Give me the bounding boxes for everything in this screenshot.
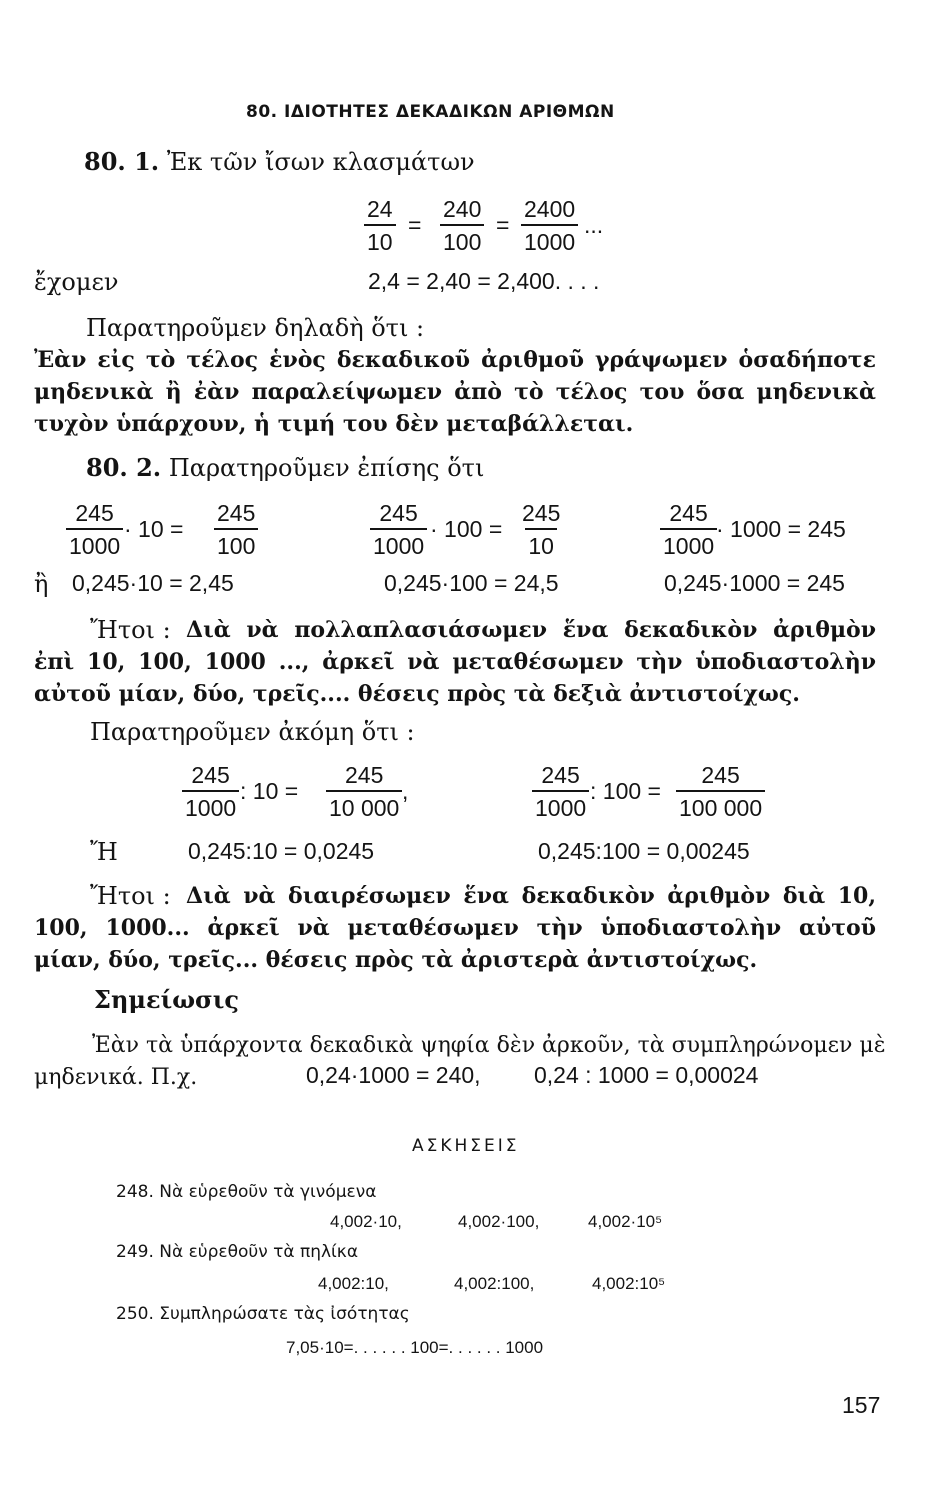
- etoi-label: Ἤτοι :: [90, 616, 171, 644]
- denominator: 1000: [521, 224, 578, 255]
- numerator: 245: [75, 500, 114, 526]
- fraction: [519, 500, 563, 559]
- denominator: 1000: [532, 790, 589, 821]
- exercise-expression: 4,002:10⁵: [592, 1274, 666, 1293]
- fraction: [660, 500, 717, 559]
- operator: · 10 =: [124, 516, 184, 542]
- fraction: [364, 196, 396, 255]
- section-title: 80. ΙΔΙΟΤΗΤΕΣ ΔΕΚΑΔΙΚΩΝ ΑΡΙΘΜΩΝ: [246, 102, 615, 122]
- fraction: [440, 196, 484, 255]
- denominator: 100: [214, 528, 258, 559]
- denominator: 1000: [370, 528, 427, 559]
- subsection-number: 80. 1.: [84, 147, 160, 176]
- denominator: 10 000: [326, 790, 402, 821]
- or-label: ἢ: [34, 570, 49, 598]
- denominator: 1000: [182, 790, 239, 821]
- exercise-number: 250.: [116, 1304, 154, 1324]
- decimal-product: 0,245·1000 = 245: [664, 570, 845, 596]
- decimal-quotient: 0,245:100 = 0,00245: [538, 838, 750, 864]
- denominator: 100 000: [676, 790, 765, 821]
- denominator: 100: [440, 224, 484, 255]
- numerator: 2400: [524, 196, 576, 222]
- numerator: 24: [367, 196, 393, 222]
- exercise-expression: 4,002·10,: [330, 1212, 402, 1231]
- decimal-product: 0,245·100 = 24,5: [384, 570, 559, 596]
- operator: : 10 =: [240, 778, 299, 804]
- note-text-line2: μηδενικά. Π.χ.: [34, 1065, 198, 1090]
- exercise-text: Νὰ εὑρεθοῦν τὰ πηλίκα: [159, 1242, 359, 1262]
- ellipsis: ...: [584, 212, 604, 238]
- fraction: [532, 762, 589, 821]
- equals-sign: =: [408, 212, 422, 238]
- exercise-249: [116, 1242, 358, 1262]
- subsection-number: 80. 2.: [86, 453, 162, 482]
- rule-zeros: Ἐὰν εἰς τὸ τέλος ἑνὸς δεκαδικοῦ ἀριθμοῦ γράψωμεν ὁσαδήποτε μηδενικὰ ἢ ἐὰν παραλείψωμεν ἀπὸ τὸ τέλος του ὅσα μηδενικὰ τυχὸν ὑπάρχουν, ἡ τιμή του δὲν μεταβάλλεται.: [34, 347, 876, 437]
- subsection-intro: Ἐκ τῶν ἴσων κλασμάτων: [166, 148, 475, 176]
- comma: ,: [402, 778, 409, 804]
- exercise-expression: 4,002·10⁵: [588, 1212, 663, 1231]
- numerator: 245: [541, 762, 580, 788]
- page-number: 157: [842, 1392, 881, 1418]
- numerator: 245: [344, 762, 384, 788]
- fraction: [214, 500, 258, 559]
- decimal-product: 0,245·10 = 2,45: [72, 570, 234, 596]
- subsection-80-1-line: [84, 146, 475, 178]
- note-example-1: 0,24·1000 = 240,: [306, 1062, 481, 1088]
- exercise-text: Συμπληρώσατε τὰς ἰσότητας: [159, 1304, 410, 1324]
- etoi-label: Ἤτοι :: [90, 882, 171, 910]
- eta-label: Ἤ: [90, 838, 118, 866]
- fraction: [370, 500, 427, 559]
- operator: : 100 =: [590, 778, 661, 804]
- decimal-equalities: 2,4 = 2,40 = 2,400. . . .: [368, 268, 600, 294]
- exercise-250: [116, 1304, 410, 1324]
- rule-multiply: Διὰ νὰ πολλαπλασιάσωμεν ἕνα δεκαδικὸν ἀριθμὸν ἐπὶ 10, 100, 1000 ..., ἀρκεῖ νὰ μεταθέσωμεν τὴν ὑποδιαστολὴν αὐτοῦ μίαν, δύο, τρεῖς.... θέσεις πρὸς τὰ δεξιὰ ἀντιστοίχως.: [34, 617, 876, 707]
- decimal-quotient: 0,245:10 = 0,0245: [188, 838, 375, 864]
- exercise-number: 248.: [116, 1182, 154, 1202]
- subsection-intro: Παρατηροῦμεν ἐπίσης ὅτι: [168, 454, 485, 482]
- fraction: [182, 762, 239, 821]
- subsection-80-2-line: [86, 452, 484, 484]
- numerator: 240: [443, 196, 482, 222]
- note-text-line1: Ἐὰν τὰ ὑπάρχοντα δεκαδικὰ ψηφία δὲν ἀρκοῦν, τὰ συμπληρώνομεν μὲ: [92, 1033, 886, 1058]
- exercises-heading: ΑΣΚΗΣΕΙΣ: [412, 1136, 520, 1156]
- denominator: 1000: [66, 528, 123, 559]
- numerator: 245: [701, 762, 740, 788]
- observe-text: Παρατηροῦμεν δηλαδὴ ὅτι :: [86, 314, 425, 342]
- numerator: 245: [191, 762, 230, 788]
- exercise-expression: 4,002·100,: [458, 1212, 540, 1231]
- note-heading: Σημείωσις: [94, 985, 239, 1014]
- rule-divide: Διὰ νὰ διαιρέσωμεν ἕνα δεκαδικὸν ἀριθμὸν διὰ 10, 100, 1000... ἀρκεῖ νὰ μεταθέσωμεν τὴν ὑποδιαστολὴν αὐτοῦ μίαν, δύο, τρεῖς... θέσεις πρὸς τὰ ἀριστερὰ ἀντιστοίχως.: [34, 883, 876, 973]
- denominator: 10: [525, 528, 557, 559]
- denominator: 1000: [660, 528, 717, 559]
- exercise-number: 249.: [116, 1242, 154, 1262]
- numerator: 245: [217, 500, 256, 526]
- numerator: 245: [669, 500, 708, 526]
- equals-sign: =: [496, 212, 510, 238]
- exercise-expression: 7,05·10=. . . . . . 100=. . . . . . 1000: [286, 1338, 544, 1357]
- numerator: 245: [522, 500, 561, 526]
- operator: · 100 =: [430, 516, 503, 542]
- fraction: [66, 500, 123, 559]
- label-echomen: ἔχομεν: [34, 268, 119, 296]
- fraction: [521, 196, 578, 255]
- note-example-2: 0,24 : 1000 = 0,00024: [534, 1062, 759, 1088]
- exercise-expression: 4,002:10,: [318, 1274, 389, 1293]
- fraction: [326, 762, 402, 821]
- observe-text-2: Παρατηροῦμεν ἀκόμη ὅτι :: [90, 718, 415, 746]
- numerator: 245: [379, 500, 418, 526]
- exercise-248: [116, 1182, 376, 1202]
- denominator: 10: [364, 224, 396, 255]
- fraction: [676, 762, 765, 821]
- exercise-text: Νὰ εὑρεθοῦν τὰ γινόμενα: [159, 1182, 377, 1202]
- exercise-expression: 4,002:100,: [454, 1274, 535, 1293]
- operator: · 1000 = 245: [716, 516, 846, 542]
